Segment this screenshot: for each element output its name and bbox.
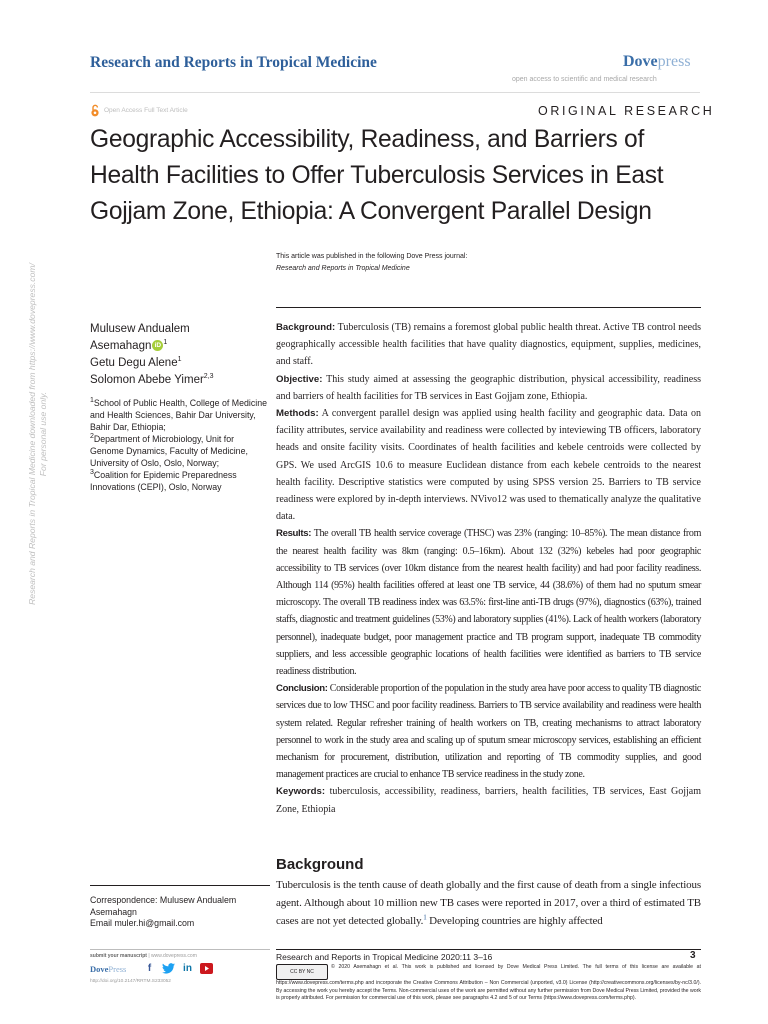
affiliation-1-text: School of Public Health, College of Medicine and Health Sciences, Bahir Dar University, Bahir Dar, Ethiopia; (90, 398, 268, 432)
abstract-results (276, 525, 701, 680)
twitter-icon[interactable] (162, 962, 175, 974)
publication-note-journal[interactable]: Research and Reports in Tropical Medicine (276, 265, 410, 272)
citation: Research and Reports in Tropical Medicine 2020:11 3–16 (276, 952, 493, 962)
author-list (90, 321, 214, 389)
affiliation-2-text: Department of Microbiology, Unit for Genome Dynamics, Faculty of Medicine, University of Oslo, Oslo, Norway; (90, 434, 248, 468)
author-2-name: Getu Degu Alene (90, 357, 178, 369)
abstract-results-text: The overall TB health service coverage (THSC) was 23% (ranging: 10–85%). The mean distance from the nearest health facility was 8km (ranging: 0.5–16km). About 132 (32%) kebeles had poor geographic accessibility to TB services (over 10km distance from the nearest health facility) and had poor facility readiness. Although 114 (95%) health facilities offered at least one TB service, 44 (38.6%) of them had no sputum smear microscopy. The overall TB readiness index was 63.5%: first-line anti-TB drugs (97%), diagnostics (63%), trained staffs, diagnostic and treatment guidelines (53%) and laboratory supplies (41%). Lack of health workers (laboratory personnel), inadequate budget, poor management practice and TB program support, inadequate TB commodity suppliers, and less accessible geographic locations of health facilities were identified as barriers to TB service readiness distribution. (276, 528, 701, 678)
license-text (276, 964, 701, 1003)
author-3[interactable] (90, 372, 214, 389)
affiliation-2 (90, 433, 270, 469)
title-line-3: Gojjam Zone, Ethiopia: A Convergent Parallel Design (90, 198, 652, 225)
author-2-sup: 1 (177, 356, 182, 364)
abstract-conclusion-label: Conclusion: (276, 683, 328, 695)
author-1-name-line1: Mulusew Andualem (90, 323, 190, 335)
open-access-icon (90, 104, 100, 117)
submit-site: | www.dovepress.com (146, 953, 197, 959)
watermark-line-2: For personal use only. (38, 391, 48, 477)
abstract-keywords-text: tuberculosis, accessibility, readiness, barriers, health facilities, TB services, East Gojjam Zone, Ethiopia (276, 786, 702, 815)
article-title (90, 122, 710, 230)
background-heading: Background (276, 856, 364, 873)
correspondence-email[interactable]: Email muler.hi@gmail.com (90, 918, 195, 928)
abstract (276, 319, 701, 818)
correspondence-divider (90, 885, 270, 886)
author-3-name: Solomon Abebe Yimer (90, 374, 204, 386)
footer-left-divider (90, 949, 270, 950)
author-1-name-line2: Asemahagn (90, 340, 152, 352)
youtube-icon[interactable] (200, 962, 213, 974)
brand-tagline: open access to scientific and medical research (512, 76, 657, 83)
affiliation-1-sup: 1 (90, 397, 94, 405)
open-access-row (90, 104, 188, 117)
creative-commons-icon[interactable]: CC BY NC (276, 964, 328, 980)
journal-name: Research and Reports in Tropical Medicine (90, 54, 377, 71)
open-access-label: Open Access Full Text Article (104, 107, 188, 114)
abstract-methods-text: A convergent parallel design was applied using health facility and geographic data. Data on facility attributes, service availability and readiness were collected by inteviewing TB officers, laboratory heads and onsite facility visits. Coordinates of health facilities and kebele centroids were collected by GPS. We used ArcGIS 10.6 to measure Euclidean distance from each kebele centroids to the nearest health facility. Descriptive statistics were computed by using SPSS version 25. Barriers to TB service readiness were explored by in-depth interviews. NVivo12 was used to thematically analyze the qualitative data. (276, 408, 701, 523)
abstract-background-label: Background: (276, 322, 336, 333)
author-1-cont[interactable] (90, 338, 214, 355)
facebook-icon[interactable]: f (147, 962, 152, 974)
footer-dove-bold: Dove (90, 964, 109, 974)
abstract-divider (276, 307, 701, 308)
author-1[interactable] (90, 321, 214, 338)
affiliation-2-sup: 2 (90, 433, 94, 441)
license-body: © 2020 Asemahagn et al. This work is published and licensed by Dove Medical Press Limited. The full terms of this license are available at https://www.dovepress.com/terms.php and incorporate the Creative Commons Attribution – Non Commercial (unported, v3.0) License (http://creativecommons.org/licenses/by-nc/3.0/). By accessing the work you hereby accept the Terms. Non-commercial uses of the work are permitted without any further permission from Dove Medical Press Limited, provided the work is properly attributed. For permission for commercial use of this work, please see paragraphs 4.2 and 5 of our Terms (https://www.dovepress.com/terms.php). (276, 964, 701, 1002)
abstract-background (276, 319, 701, 371)
abstract-background-text: Tuberculosis (TB) remains a foremost global public health threat. Active TB control needs geographically accessible health facilities that have quality diagnostics, equipment, supplies, medicines, and staff. (276, 322, 701, 368)
affiliation-1 (90, 397, 270, 433)
publication-note-line: This article was published in the following Dove Press journal: (276, 253, 468, 260)
abstract-conclusion-text: Considerable proportion of the population in the study area have poor access to quality TB diagnostic services due to low THSC and poor facility readiness. Barriers to TB service availability and readiness were health system related. Regular refresher training of health workers on TB, creating mechanisms to attract laboratory personnel to work in the study area and scaling up of sputum smear microscopy services, establishing an efficient mechanism for procurement, distribution, utilization and reporting of TB commodity supplies, and good management practices are crucial to enhance TB service readiness in the study zone. (276, 683, 701, 781)
author-2[interactable] (90, 355, 214, 372)
abstract-results-label: Results: (276, 528, 312, 540)
affiliation-3 (90, 469, 270, 493)
page-number: 3 (690, 950, 696, 961)
submit-manuscript-link[interactable] (90, 953, 197, 959)
reference-link[interactable]: 1 (423, 913, 427, 922)
background-text-part1: Tuberculosis is the tenth cause of death globally and the first cause of death from a single infectious agent. Although about 10 million new TB cases were reported in 2017, over a third of estimated TB cases are not yet detected globally. (276, 879, 701, 927)
article-type: ORIGINAL RESEARCH (538, 104, 715, 118)
abstract-conclusion (276, 680, 701, 783)
footer-dove-light: Press (108, 964, 127, 974)
abstract-methods-label: Methods: (276, 408, 319, 420)
abstract-objective (276, 371, 701, 405)
affiliations (90, 397, 270, 493)
brand-bold: Dove (623, 53, 658, 70)
orcid-icon[interactable]: iD (152, 340, 163, 351)
affiliation-3-text: Coalition for Epidemic Preparedness Innovations (CEPI), Oslo, Norway (90, 470, 237, 492)
abstract-methods (276, 405, 701, 525)
abstract-keywords (276, 783, 701, 817)
correspondence-line-2: Asemahagn (90, 906, 137, 917)
header-divider (90, 92, 700, 93)
background-text-part2: Developing countries are highly affected (426, 915, 603, 927)
abstract-keywords-label: Keywords: (276, 786, 326, 798)
linkedin-icon[interactable]: in (183, 962, 192, 974)
author-3-sup: 2,3 (203, 373, 214, 381)
correspondence (90, 895, 270, 930)
title-line-1: Geographic Accessibility, Readiness, and Barriers of (90, 126, 644, 153)
social-icons (143, 962, 213, 974)
brand-light: press (657, 53, 691, 70)
footer-divider (276, 949, 701, 950)
abstract-objective-label: Objective: (276, 373, 323, 385)
footer-dovepress-logo[interactable] (90, 964, 126, 974)
watermark-line-1: Research and Reports in Tropical Medicine downloaded from https://www.dovepress.com/ (27, 263, 37, 605)
correspondence-line-1: Correspondence: Mulusew Andualem (90, 895, 237, 905)
dovepress-logo[interactable] (623, 53, 691, 71)
background-text (276, 876, 701, 930)
abstract-objective-text: This study aimed at assessing the geographic distribution, physical accessibility, readiness and barriers of health facilities for TB services in East Gojjam zone, Ethiopia. (276, 373, 701, 402)
publication-note (276, 251, 467, 275)
download-watermark (27, 199, 49, 669)
submit-bold: submit your manuscript (90, 953, 147, 959)
author-1-sup: 1 (163, 339, 168, 347)
affiliation-3-sup: 3 (90, 469, 94, 477)
doi-link[interactable]: http://doi.org/10.2147/RRTM.S233052 (90, 979, 171, 984)
title-line-2: Health Facilities to Offer Tuberculosis Services in East (90, 162, 664, 189)
